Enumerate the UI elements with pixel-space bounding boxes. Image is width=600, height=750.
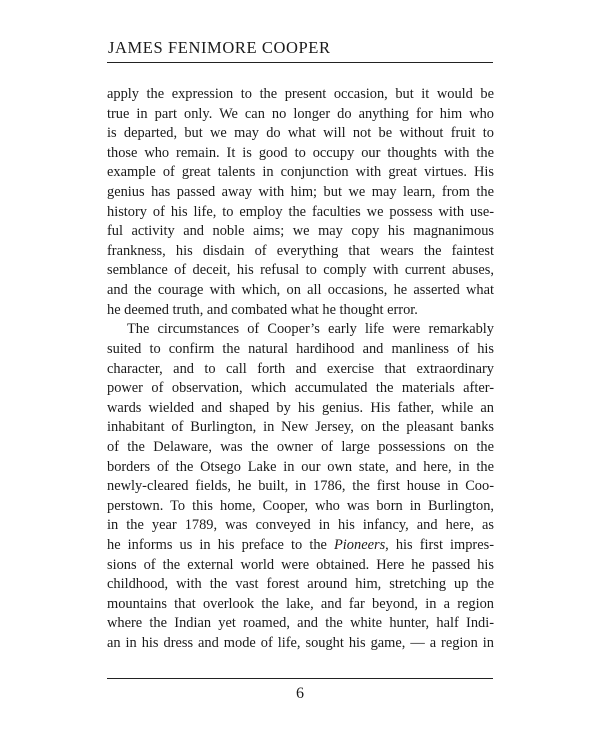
text-line: he deemed truth, and combated what he thought error. <box>107 301 418 318</box>
text-line: The circumstances of Cooper’s early life were remarkably <box>127 321 494 338</box>
paragraph-2 <box>107 320 494 653</box>
text-line: an in his dress and mode of life, sought his game, — a region in <box>107 635 494 652</box>
text-line: ful activity and noble aims; we may copy his magnanimous <box>107 223 494 240</box>
text-line-pioneers <box>107 536 494 556</box>
text-line: true in part only. We can no longer do anything for him who <box>107 105 494 122</box>
book-title-pioneers: Pioneers <box>334 537 386 554</box>
paragraph-1 <box>107 85 494 320</box>
text-line: genius has passed away with him; but we may learn, from the <box>107 184 494 201</box>
text-line: inhabitant of Burlington, in New Jersey, on the pleasant banks <box>107 419 494 436</box>
text-line: perstown. To this home, Cooper, who was born in Burlington, <box>107 497 494 514</box>
text-line: newly-cleared fields, he built, in 1786, the first house in Coo- <box>107 478 494 495</box>
running-head-title: JAMES FENIMORE COOPER <box>108 38 331 57</box>
text-line: character, and to call forth and exercise that extraordinary <box>107 360 494 377</box>
text-line: wards wielded and shaped by his genius. His father, while an <box>107 399 494 416</box>
body-text <box>107 85 494 654</box>
text-line: borders of the Otsego Lake in our own state, and here, in the <box>107 458 494 475</box>
text-line: frankness, his disdain of everything that wears the faintest <box>107 242 494 259</box>
text-line: those who remain. It is good to occupy our thoughts with the <box>107 144 494 161</box>
text-line: in the year 1789, was conveyed in his infancy, and here, as <box>107 517 494 534</box>
text-fragment: he informs us in his preface to the <box>107 537 335 554</box>
text-fragment: , his first impres- <box>385 537 494 554</box>
text-line: of the Delaware, was the owner of large possessions on the <box>107 438 494 455</box>
header-rule <box>107 62 493 63</box>
text-line: history of his life, to employ the faculties we possess with use- <box>107 203 494 220</box>
text-line: sions of the external world were obtained. Here he passed his <box>107 556 494 573</box>
text-line: power of observation, which accumulated the materials after- <box>107 380 494 397</box>
text-line: example of great talents in conjunction with great virtues. His <box>107 164 494 181</box>
text-line: suited to confirm the natural hardihood and manliness of his <box>107 340 494 357</box>
text-line: semblance of deceit, his refusal to comply with current abuses, <box>107 262 494 279</box>
page-number: 6 <box>296 685 304 702</box>
text-line: childhood, with the vast forest around him, stretching up the <box>107 576 494 593</box>
text-line: and the courage with which, on all occasions, he asserted what <box>107 282 494 299</box>
footer-rule <box>107 678 493 679</box>
text-line: where the Indian yet roamed, and the white hunter, half Indi- <box>107 615 494 632</box>
text-line: apply the expression to the present occasion, but it would be <box>107 86 494 102</box>
text-line: mountains that overlook the lake, and far beyond, in a region <box>107 595 494 612</box>
text-line: is departed, but we may do what will not be without fruit to <box>107 125 494 142</box>
